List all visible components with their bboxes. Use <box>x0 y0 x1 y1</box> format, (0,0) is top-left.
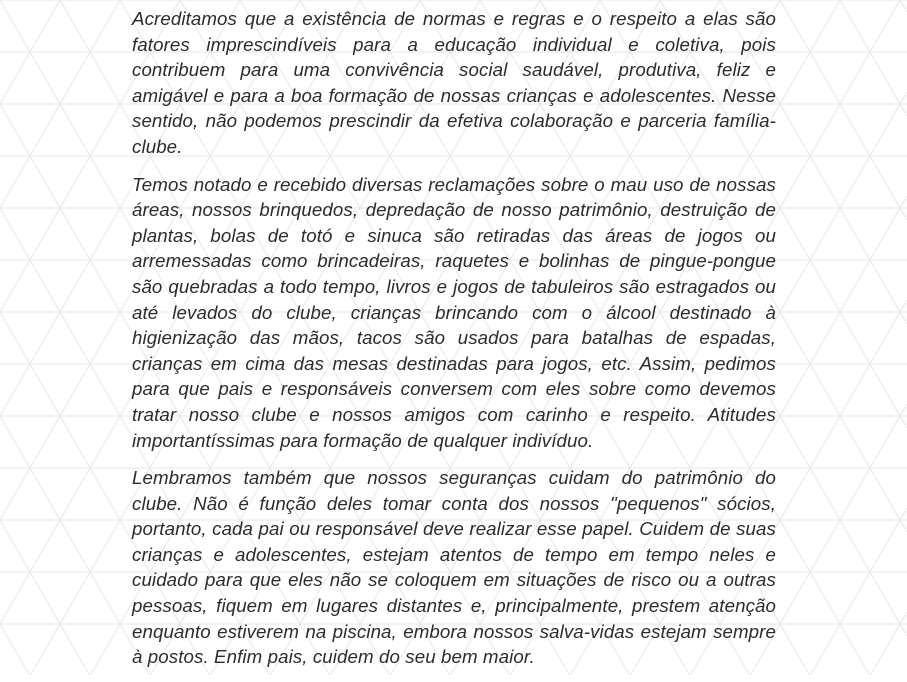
document-body <box>132 6 776 682</box>
paragraph-norms: Acreditamos que a existência de normas e regras e o respeito a elas são fatores imprescindíveis para a educação individual e coletiva, pois contribuem para uma convivência social saudável, produtiva, feliz e amigável e para a boa formação de nossas crianças e adolescentes. Nesse sentido, não podemos prescindir da efetiva colaboração e parceria família-clube. <box>132 8 776 157</box>
paragraph-security: Lembramos também que nossos seguranças cuidam do patrimônio do clube. Não é função deles tomar conta dos nossos "pequenos" sócios, portanto, cada pai ou responsável deve realizar esse papel. Cuidem de suas crianças e adolescentes, estejam atentos de tempo em tempo neles e cuidado para que eles não se coloquem em situações de risco ou a outras pessoas, fiquem em lugares distantes e, principalmente, prestem atenção enquanto estiverem na piscina, embora nossos salva-vidas estejam sempre à postos. Enfim pais, cuidem do seu bem maior. <box>132 467 776 668</box>
paragraph-complaints: Temos notado e recebido diversas reclamações sobre o mau uso de nossas áreas, nossos brinquedos, depredação de nosso patrimônio, destruição de plantas, bolas de totó e sinuca são retiradas das áreas de jogos ou arremessadas como brincadeiras, raquetes e bolinhas de pingue-pongue são quebradas a todo tempo, livros e jogos de tabuleiros são estragados ou até levados do clube, crianças brincando com o álcool destinado à higienização das mãos, tacos são usados para batalhas de espadas, crianças em cima das mesas destinadas para jogos, etc. Assim, pedimos para que pais e responsáveis conversem com eles sobre como devemos tratar nosso clube e nossos amigos com carinho e respeito. Atitudes importantíssimas para formação de qualquer indivíduo. <box>132 173 776 451</box>
